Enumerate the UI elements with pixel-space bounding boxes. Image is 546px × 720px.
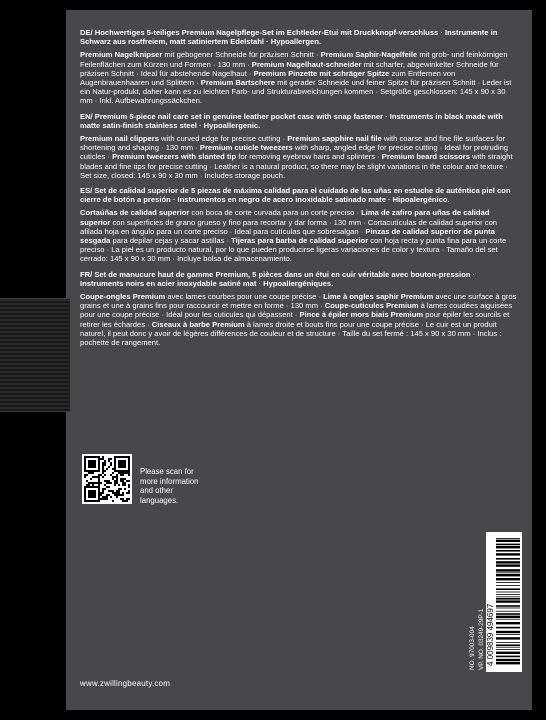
product-detail: con superficies de grano grueso y fino para recortar y dar forma · 130 mm · Cortacutículas de calidad superior con afilada hoja en ángulo para un corte preciso · Ideal para cutículas que sobresalgan · [80, 217, 498, 236]
product-detail: for removing eyebrow hairs and splinters · [236, 152, 382, 162]
product-name: Premium Pinzette mit schräger Spitze [253, 68, 390, 78]
product-name: Pince à épiler mors biais Premium [299, 310, 424, 320]
website-url[interactable]: www.zwillingbeauty.com [80, 679, 171, 688]
product-name: Premium cuticle tweezers [199, 143, 293, 153]
elastic-strap [0, 298, 70, 412]
language-section [80, 112, 520, 180]
product-detail: with curved edge for precise cutting · [158, 134, 288, 144]
product-detail: mit scharfer, abgewinkelter Schneide für präzisen Schnitt · Ideal für abstehende Nagelhaut · [80, 59, 499, 78]
product-detail: avec une surface à gros grains et une à grains fins pour raccourcir et mettre en forme · 130 mm · [80, 292, 517, 311]
qr-caption: Please scan for more information and other languages. [140, 467, 199, 505]
section-heading: ES/ Set de calidad superior de 5 piezas de máxima calidad para el cuidado de las uñas en estuche de auténtica piel con cierre de botón a presión · Instrumentos en negro de acero inoxidable satinado mate · Hipoalergénico. [80, 186, 511, 205]
section-body [80, 50, 520, 105]
product-name: Premium Nagelknipser [80, 50, 163, 60]
product-detail: mit gebogener Schneide für präzisen Schnitt · [162, 50, 321, 60]
product-detail: para depilar cejas y sacar astillas · [110, 236, 232, 246]
product-name: Premium Saphir-Nagelfeile [320, 50, 418, 60]
product-name: Coupe-cuticules Premium [324, 301, 419, 311]
language-section [80, 28, 520, 106]
section-heading: FR/ Set de manucure haut de gamme Premium, 5 pièces dans un étui en cuir véritable avec bouton-pression · Instruments noirs en acier inoxydable satiné mat · Hypoallergéniques. [80, 269, 475, 288]
product-name: Premium Bartschere [200, 78, 276, 88]
product-detail: with coarse and fine file surfaces for shortening and shaping · 130 mm · [80, 134, 506, 153]
section-body [80, 134, 520, 180]
product-name: Tijeras para barba de calidad superior [231, 236, 369, 246]
product-detail: à lames coudées aiguisées pour une coupe précise · Idéal pour les cuticules qui dépassent · [80, 301, 513, 320]
language-section [80, 186, 520, 264]
barcode-digits: 4 009839 494697 [486, 603, 495, 666]
product-name: Premium nail clippers [80, 134, 159, 144]
product-name: Premium beard scissors [381, 152, 470, 162]
product-detail: mit grob- und feinkörnigen Feilenflächen zum Kürzen und Formen · 130 mm · [80, 50, 508, 69]
product-detail: avec lames courbes pour une coupe précise · [165, 292, 324, 302]
product-name: Cortaúñas de calidad superior [80, 208, 190, 218]
product-detail: con boca de corte curvada para un corte preciso · [189, 208, 362, 218]
section-heading: DE/ Hochwertiges 5-teiliges Premium Nagelpflege-Set im Echtleder-Etui mit Druckknopf-verschluss · Instrumente in Schwarz aus rostfreiem, matt satiniertem Edelstahl · Hypoallergen. [80, 28, 498, 47]
product-name: Lime à ongles saphir Premium [323, 292, 434, 302]
product-detail: zum Entfernen von Augenbrauenhaaren und Splittern · [80, 68, 456, 88]
product-name: Premium sapphire nail file [287, 134, 382, 144]
product-name: Premium tweezers with slanted tip [112, 152, 237, 162]
section-heading: EN/ Premium 5-piece nail care set in genuine leather pocket case with snap fastener · Instruments in black made with matte satin-finish stainless steel · Hypoallergenic. [80, 111, 503, 130]
product-detail: with sharp, angled edge for precise cutting · Ideal for protruding cuticles · [80, 143, 509, 162]
product-name: Coupe-ongles Premium [80, 292, 166, 302]
section-body [80, 292, 520, 347]
product-detail: con hoja recta y punta fina para un corte preciso · La piel es un producto natural, por lo que pueden producirse ligeras variaciones de color y textura · Tamaño del set cerrado: 145 x 90 x 30 mm · Incluye bolsa de almacenamiento. [80, 236, 507, 264]
product-name: Lima de zafiro para uñas de calidad superior [80, 208, 490, 227]
section-body [80, 208, 520, 263]
barcode-block [466, 532, 524, 672]
product-detail: with straight blades and fine tips for precise cutting · Leather is a natural product, so there may be slight variations in the colour and texture · Set size, closed: 145 x 90 x 30 mm · Includes storage pouch. [80, 152, 513, 180]
product-description [80, 28, 520, 353]
qr-code-icon[interactable] [82, 454, 132, 504]
product-detail: pour épiler les sourcils et retirer les échardes · [80, 310, 510, 329]
article-number: NO. 97003-004 [469, 626, 476, 670]
product-name: Ciseaux à barbe Premium [151, 319, 245, 329]
product-name: Premium Nagelhaut-schneider [251, 59, 362, 69]
language-section [80, 270, 520, 348]
vp-number: VP. NO. 03249-29P-1 [478, 608, 485, 670]
product-name: Pinzas de calidad superior de punta sesgada [80, 226, 495, 246]
product-detail: à lames droite et bouts fins pour une coupe précise · Le cuir est un produit naturel, il peut donc y avoir de légères différences de couleur et de structure · Taille du set fermé : 145 x 90 x 30 mm · Inclus : pochette de rangement. [80, 319, 502, 348]
product-detail: mit gerader Schneide und feiner Spitze für präzisen Schnitt · Leder ist ein Natur-produkt, daher kann es zu leichten Farb- und Strukturabweichungen kommen · Setgröße geschlossen: 145 x 90 x 30 mm · Inkl. Aufbewahrungssäckchen. [80, 78, 512, 106]
